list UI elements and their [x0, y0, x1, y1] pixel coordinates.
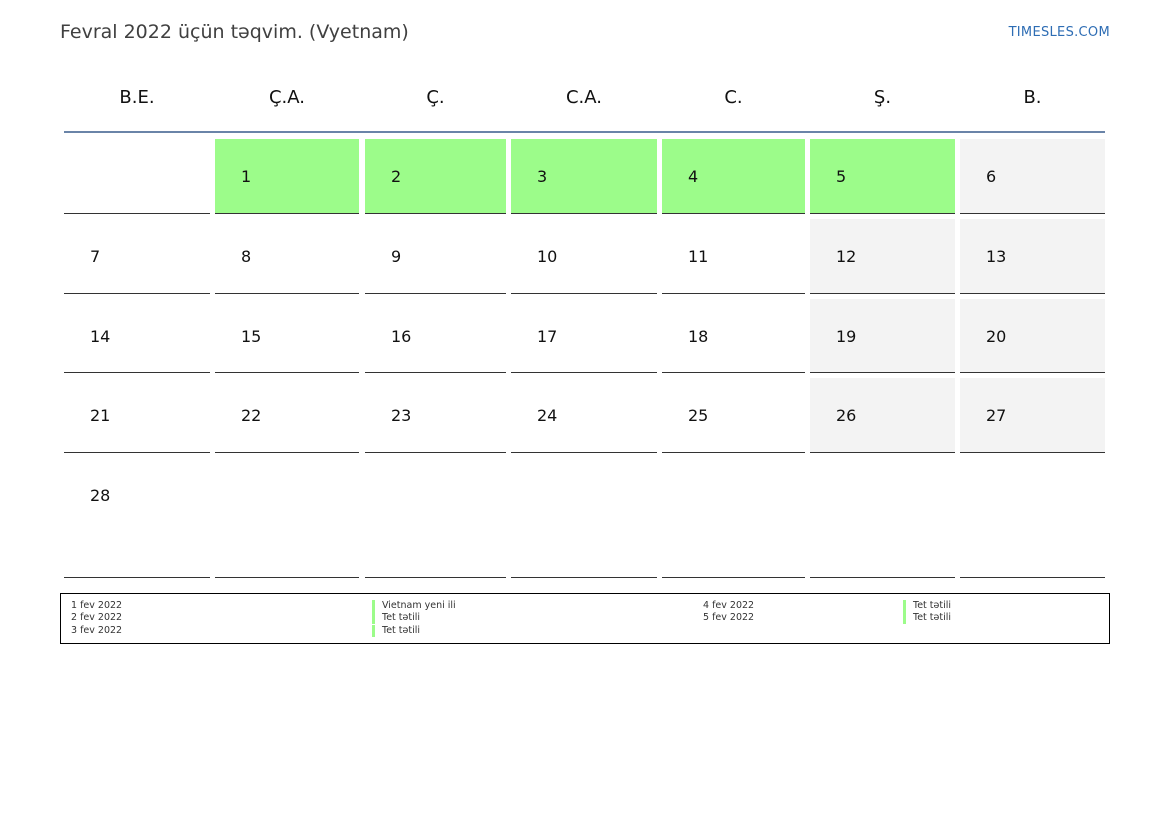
- page-title: Fevral 2022 üçün təqvim. (Vyetnam): [60, 21, 409, 43]
- header-rule: [64, 131, 1105, 133]
- day-cell: [215, 219, 359, 294]
- legend-holiday-name: Vietnam yeni ili: [372, 600, 456, 612]
- day-number: 7: [90, 247, 101, 266]
- brand-link[interactable]: TIMESLES.COM: [1008, 25, 1110, 40]
- day-number: 27: [986, 406, 1007, 425]
- day-number: 2: [391, 167, 402, 186]
- day-number: 25: [688, 406, 709, 425]
- legend-date: 4 fev 2022: [703, 600, 755, 611]
- weekday-header: Ç.: [426, 87, 445, 108]
- day-cell: [64, 378, 210, 453]
- day-cell: [64, 219, 210, 294]
- day-number: 24: [537, 406, 558, 425]
- day-cell: [215, 139, 359, 214]
- day-cell: [810, 299, 955, 373]
- day-cell: [365, 458, 506, 578]
- day-number: 16: [391, 327, 412, 346]
- day-cell: [64, 299, 210, 373]
- legend-date: 5 fev 2022: [703, 612, 755, 623]
- day-cell: [960, 139, 1105, 214]
- day-number: 26: [836, 406, 857, 425]
- legend-holiday-name: Tet tətili: [903, 612, 951, 624]
- day-number: 21: [90, 406, 111, 425]
- day-number: 9: [391, 247, 402, 266]
- day-number: 23: [391, 406, 412, 425]
- day-number: 5: [836, 167, 847, 186]
- day-cell: [215, 299, 359, 373]
- legend-date: 2 fev 2022: [71, 612, 123, 623]
- day-cell: [810, 378, 955, 453]
- day-number: 6: [986, 167, 997, 186]
- day-number: 28: [90, 486, 111, 505]
- day-number: 3: [537, 167, 548, 186]
- day-number: 18: [688, 327, 709, 346]
- day-cell: [960, 378, 1105, 453]
- day-number: 13: [986, 247, 1007, 266]
- legend-holiday-name: Tet tətili: [903, 600, 951, 612]
- day-cell: [810, 458, 955, 578]
- day-number: 8: [241, 247, 252, 266]
- day-cell: [960, 219, 1105, 294]
- day-number: 17: [537, 327, 558, 346]
- legend-holiday-name: Tet tətili: [372, 612, 420, 624]
- day-cell: [365, 378, 506, 453]
- legend-date: 1 fev 2022: [71, 600, 123, 611]
- day-cell: [511, 219, 657, 294]
- weekday-header: Ş.: [873, 87, 892, 108]
- weekday-header: B.E.: [119, 87, 155, 108]
- day-cell: [511, 378, 657, 453]
- weekday-header: Ç.A.: [268, 87, 305, 108]
- day-cell: [215, 458, 359, 578]
- day-number: 11: [688, 247, 709, 266]
- day-number: 20: [986, 327, 1007, 346]
- day-number: 19: [836, 327, 857, 346]
- day-cell: [662, 219, 805, 294]
- weekday-header: C.A.: [565, 87, 602, 108]
- weekday-header: B.: [1023, 87, 1042, 108]
- day-cell: [662, 378, 805, 453]
- day-cell: [662, 299, 805, 373]
- day-number: 22: [241, 406, 262, 425]
- day-number: 10: [537, 247, 558, 266]
- day-cell: [64, 458, 210, 578]
- day-number: 1: [241, 167, 252, 186]
- day-number: 15: [241, 327, 262, 346]
- day-cell: [511, 458, 657, 578]
- day-number: 12: [836, 247, 857, 266]
- day-cell: [215, 378, 359, 453]
- holiday-legend: [60, 593, 1110, 644]
- day-cell: [662, 139, 805, 214]
- day-cell: [365, 219, 506, 294]
- day-cell: [365, 299, 506, 373]
- day-number: 4: [688, 167, 699, 186]
- day-number: 14: [90, 327, 111, 346]
- legend-date: 3 fev 2022: [71, 625, 123, 636]
- day-cell: [64, 139, 210, 214]
- day-cell: [960, 299, 1105, 373]
- day-cell: [365, 139, 506, 214]
- day-cell: [810, 219, 955, 294]
- day-cell: [662, 458, 805, 578]
- day-cell: [960, 458, 1105, 578]
- day-cell: [511, 299, 657, 373]
- day-cell: [511, 139, 657, 214]
- weekday-header: C.: [724, 87, 743, 108]
- legend-holiday-name: Tet tətili: [372, 625, 420, 637]
- day-cell: [810, 139, 955, 214]
